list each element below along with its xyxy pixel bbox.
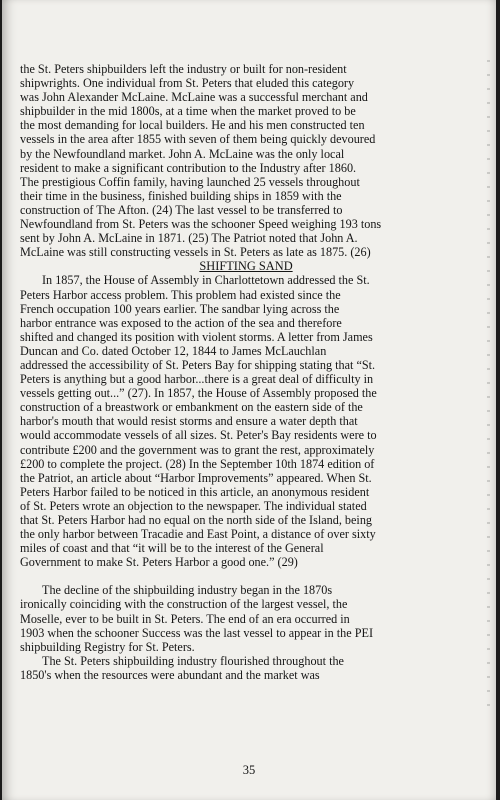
paragraph-3: The decline of the shipbuilding industry began in the 1870s ironically coinciding with the construction of the largest vessel, the Moselle, ever to be built in St. Peters. The end of an era occurred in 1903 when the schooner Success was the last vessel to appear in the PEI shipbuilding Registry for St. Peters. xyxy=(20,583,374,654)
paragraph-1: the St. Peters shipbuilders left the industry or built for non-resident shipwrights. One individual from St. Peters that eluded this category was John Alexander McLaine. McLaine was a successful merchant and shipbuilder in the mid 1800s, at a time when the market proved to be the most demanding for local builders. He and his men constructed ten vessels in the area after 1855 with seven of them being quickly devoured by the Newfoundland market. John A. McLaine was the only local resident to make a significant contribution to the Industry after 1860. The prestigious Coffin family, having launched 25 vessels throughout their time in the business, finished building ships in 1859 with the construction of The Afton. (24) The last vessel to be transferred to Newfoundland from St. Peters was the schooner Speed weighing 193 tons sent by John A. McLaine in 1871. (25) The Patriot noted that John A. McLaine was still constructing vessels in St. Peters as late as 1875. (26) xyxy=(20,62,382,260)
page-number: 35 xyxy=(242,763,256,777)
section-heading: SHIFTING SAND xyxy=(199,259,293,274)
page-edge-shadow xyxy=(487,60,490,710)
paragraph-4: The St. Peters shipbuilding industry flourished throughout the 1850's when the resources were abundant and the market was xyxy=(20,653,344,682)
paragraph-2: In 1857, the House of Assembly in Charlottetown addressed the St. Peters Harbor access problem. This problem had existed since the French occupation 100 years earlier. The sandbar lying across the harbor entrance was exposed to the action of the sea and therefore shifted and changed its position with violent storms. A letter from James Duncan and Co. dated October 12, 1844 to James McLauchlan addressed the accessibility of St. Peters Bay for shipping stating that “St. Peters is anything but a good harbor...there is a great deal of difficulty in vessels getting out...” (27). In 1857, the House of Assembly proposed the construction of a breastwork or embankment on the eastern side of the harbor's mouth that would resist storms and ensure a water depth that would accommodate vessels of all sizes. St. Peter's Bay residents were to contribute £200 and the government was to grant the rest, approximately £200 to complete the project. (28) In the September 10th 1874 edition of the Patriot, an article about “Harbor Improvements” appeared. When St. Peters Harbor failed to be noticed in this article, an anonymous resident of St. Peters wrote an objection to the newspaper. The individual stated that St. Peters Harbor had no equal on the north side of the Island, being the only harbor between Tracadie and East Point, a distance of over sixty miles of coast and that “it will be to the interest of the General Government to make St. Peters Harbor a good one.” (29) xyxy=(20,273,377,570)
book-page xyxy=(2,0,496,800)
body-text xyxy=(20,62,472,682)
